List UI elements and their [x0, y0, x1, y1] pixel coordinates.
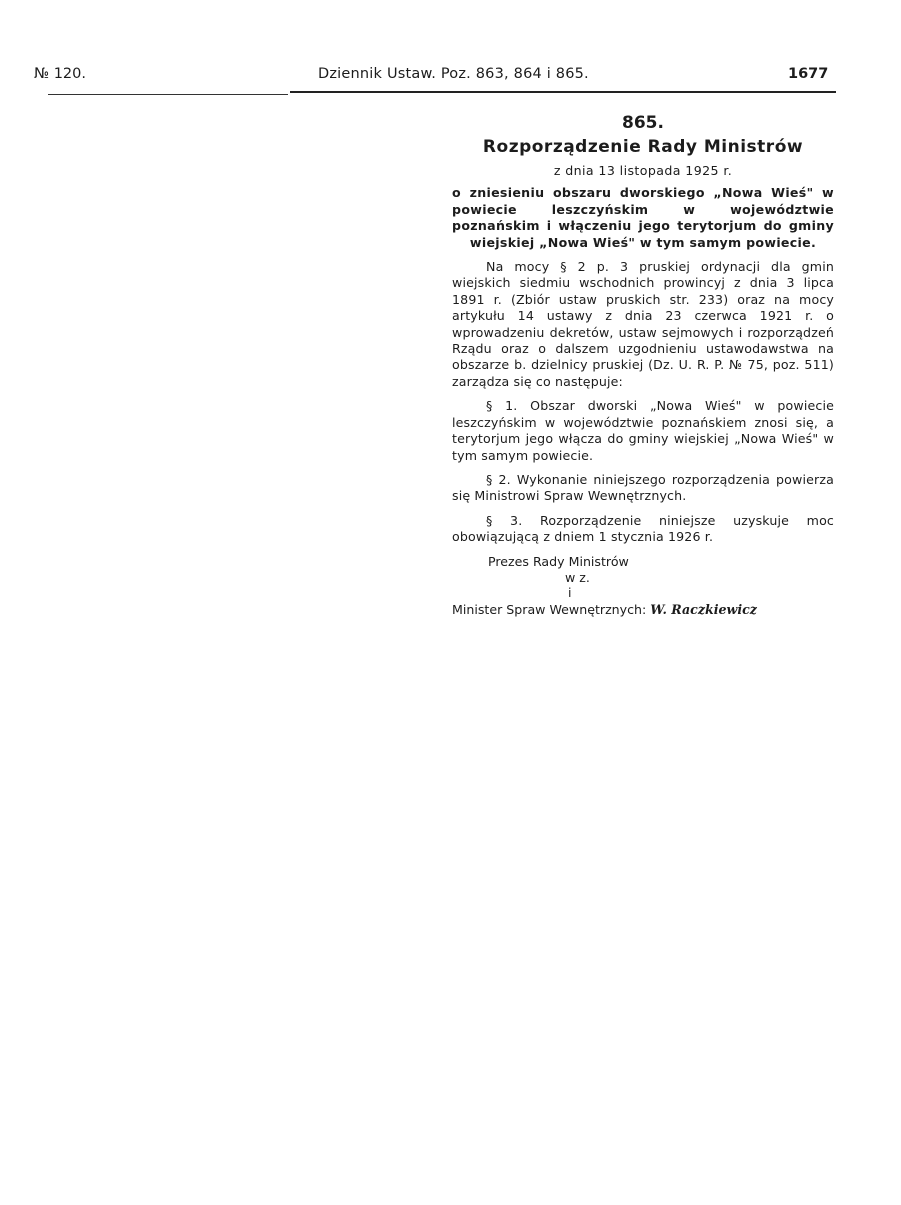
act-subject: o zniesieniu obszaru dworskiego „Nowa Wieś" w powiecie leszczyńskim w województwie poznańskim i włączeniu jego terytorjum do gminy wiejskiej „Nowa Wieś" w tym samym powiecie.: [452, 185, 834, 250]
header-rule-right: [290, 91, 836, 93]
issue-number: № 120.: [34, 66, 86, 82]
page-number: 1677: [788, 66, 829, 82]
paragraph-2-label: § 2.: [486, 471, 511, 487]
header-rule-left: [48, 94, 288, 95]
act-column: [452, 112, 834, 618]
paragraph-1-text: Obszar dworski „Nowa Wieś" w powiecie leszczyńskim w województwie poznańskiem znosi się, a terytorjum jego włącza do gminy wiejskiej „Nowa Wieś" w tym samym powiecie.: [452, 398, 835, 463]
signature-minister-name: W. Raczkiewicz: [650, 601, 757, 617]
act-date: z dnia 13 listopada 1925 r.: [553, 163, 733, 178]
signature-minister: [452, 602, 834, 618]
paragraph-1-label: § 1.: [486, 398, 518, 414]
signature-i: i: [568, 584, 572, 600]
signature-minister-title: Minister Spraw Wewnętrznych:: [452, 601, 647, 617]
act-preamble: Na mocy § 2 p. 3 pruskiej ordynacji dla gmin wiejskich siedmiu wschodnich prowincyj z dnia 3 lipca 1891 r. (Zbiór ustaw pruskich str. 233) oraz na mocy artykułu 14 ustawy z dnia 23 czerwca 1921 r. o wprowadzeniu dekretów, ustaw sejmowych i rozporządzeń Rządu oraz o dalszem uzgodnieniu ustawodawstwa na obszarze b. dzielnicy pruskiej (Dz. U. R. P. № 75, poz. 511) zarządza się co następuje:: [452, 259, 834, 389]
signature-wz: w z.: [565, 569, 590, 585]
paragraph-1: [452, 398, 834, 464]
paragraph-2-text: Wykonanie niniejszego rozporządzenia powierza się Ministrowi Spraw Wewnętrznych.: [452, 471, 834, 504]
act-number: 865.: [622, 113, 664, 133]
paragraph-3-label: § 3.: [486, 512, 523, 528]
signature-office: Prezes Rady Ministrów: [488, 553, 629, 569]
paragraph-2: [452, 472, 834, 505]
page-header: [0, 0, 901, 100]
journal-title: Dziennik Ustaw. Poz. 863, 864 i 865.: [318, 66, 589, 82]
act-title: Rozporządzenie Rady Ministrów: [482, 137, 804, 157]
paragraph-3: [452, 513, 834, 546]
paragraph-3-text: Rozporządzenie niniejsze uzyskuje moc obowiązującą z dniem 1 stycznia 1926 r.: [452, 512, 835, 545]
